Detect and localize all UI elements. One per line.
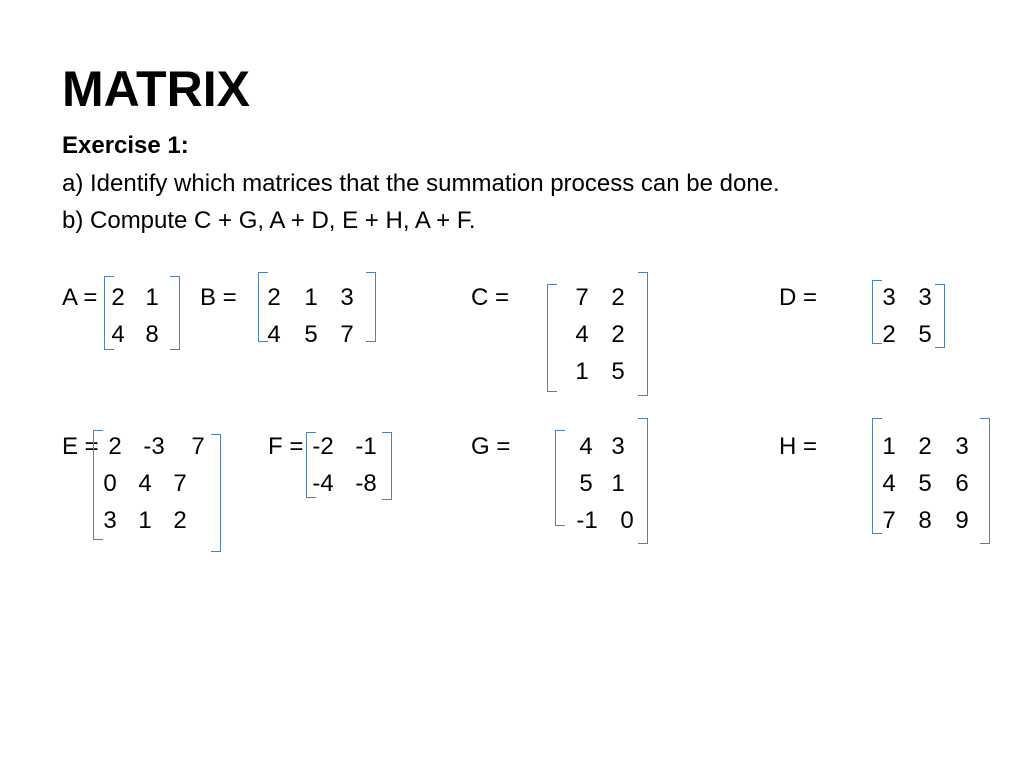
instruction-a: a) Identify which matrices that the summation process can be done.: [62, 170, 780, 197]
matrix-c-right-bracket: [638, 272, 648, 396]
matrix-g-cell: 3: [611, 433, 625, 460]
matrix-a-cell: 8: [145, 321, 159, 348]
matrix-d-label: D =: [779, 284, 818, 311]
matrix-c-cell: 2: [611, 321, 625, 348]
matrix-h-label: H =: [779, 433, 818, 460]
matrix-f-right-bracket: [382, 432, 392, 500]
matrix-h-cell: 9: [955, 507, 969, 534]
matrix-d-cell: 3: [882, 284, 896, 311]
matrix-a-cell: 4: [111, 321, 125, 348]
matrix-g-cell: 1: [611, 470, 625, 497]
matrix-b-cell: 7: [340, 321, 354, 348]
matrix-b-cell: 3: [340, 284, 354, 311]
matrix-e-cell: 0: [103, 470, 117, 497]
matrix-f-cell: -2: [312, 433, 334, 460]
matrix-h-cell: 5: [918, 470, 932, 497]
matrix-e-cell: 3: [103, 507, 117, 534]
matrix-c-cell: 1: [575, 358, 589, 385]
matrix-a-cell: 2: [111, 284, 125, 311]
matrix-e-label: E =: [62, 433, 99, 460]
matrix-b-label: B =: [200, 284, 237, 311]
matrix-a-right-bracket: [170, 276, 180, 350]
matrix-b-right-bracket: [366, 272, 376, 342]
matrix-h-cell: 7: [882, 507, 896, 534]
matrix-e-cell: 2: [173, 507, 187, 534]
matrix-h-right-bracket: [980, 418, 990, 544]
matrix-g-left-bracket: [555, 430, 565, 526]
matrix-d-cell: 2: [882, 321, 896, 348]
matrix-f-cell: -4: [312, 470, 334, 497]
matrix-e-cell: 2: [108, 433, 122, 460]
matrix-c-cell: 7: [575, 284, 589, 311]
matrix-f-cell: -8: [355, 470, 377, 497]
matrix-h-cell: 6: [955, 470, 969, 497]
matrix-h-cell: 1: [882, 433, 896, 460]
matrix-c-left-bracket: [547, 284, 557, 392]
matrix-c-label: C =: [471, 284, 510, 311]
matrix-b-cell: 5: [304, 321, 318, 348]
matrix-g-cell: 4: [579, 433, 593, 460]
matrix-d-cell: 3: [918, 284, 932, 311]
matrix-c-cell: 5: [611, 358, 625, 385]
matrix-b-cell: 1: [304, 284, 318, 311]
exercise-label: Exercise 1:: [62, 132, 189, 159]
slide-title: MATRIX: [62, 61, 250, 117]
matrix-d-cell: 5: [918, 321, 932, 348]
matrix-h-cell: 4: [882, 470, 896, 497]
matrix-e-cell: 1: [138, 507, 152, 534]
matrix-g-cell: 5: [579, 470, 593, 497]
matrix-g-cell: -1: [576, 507, 598, 534]
matrix-b-cell: 2: [267, 284, 281, 311]
matrix-a-cell: 1: [145, 284, 159, 311]
matrix-a-label: A =: [62, 284, 98, 311]
matrix-f-cell: -1: [355, 433, 377, 460]
matrix-c-cell: 2: [611, 284, 625, 311]
matrix-b-cell: 4: [267, 321, 281, 348]
matrix-e-cell: -3: [143, 433, 165, 460]
instruction-b: b) Compute C + G, A + D, E + H, A + F.: [62, 207, 476, 234]
matrix-g-cell: 0: [620, 507, 634, 534]
matrix-h-cell: 3: [955, 433, 969, 460]
matrix-e-cell: 7: [173, 470, 187, 497]
matrix-h-cell: 2: [918, 433, 932, 460]
matrix-g-label: G =: [471, 433, 511, 460]
matrix-c-cell: 4: [575, 321, 589, 348]
matrix-f-label: F =: [268, 433, 304, 460]
matrix-e-cell: 7: [191, 433, 205, 460]
matrix-e-cell: 4: [138, 470, 152, 497]
matrix-h-cell: 8: [918, 507, 932, 534]
